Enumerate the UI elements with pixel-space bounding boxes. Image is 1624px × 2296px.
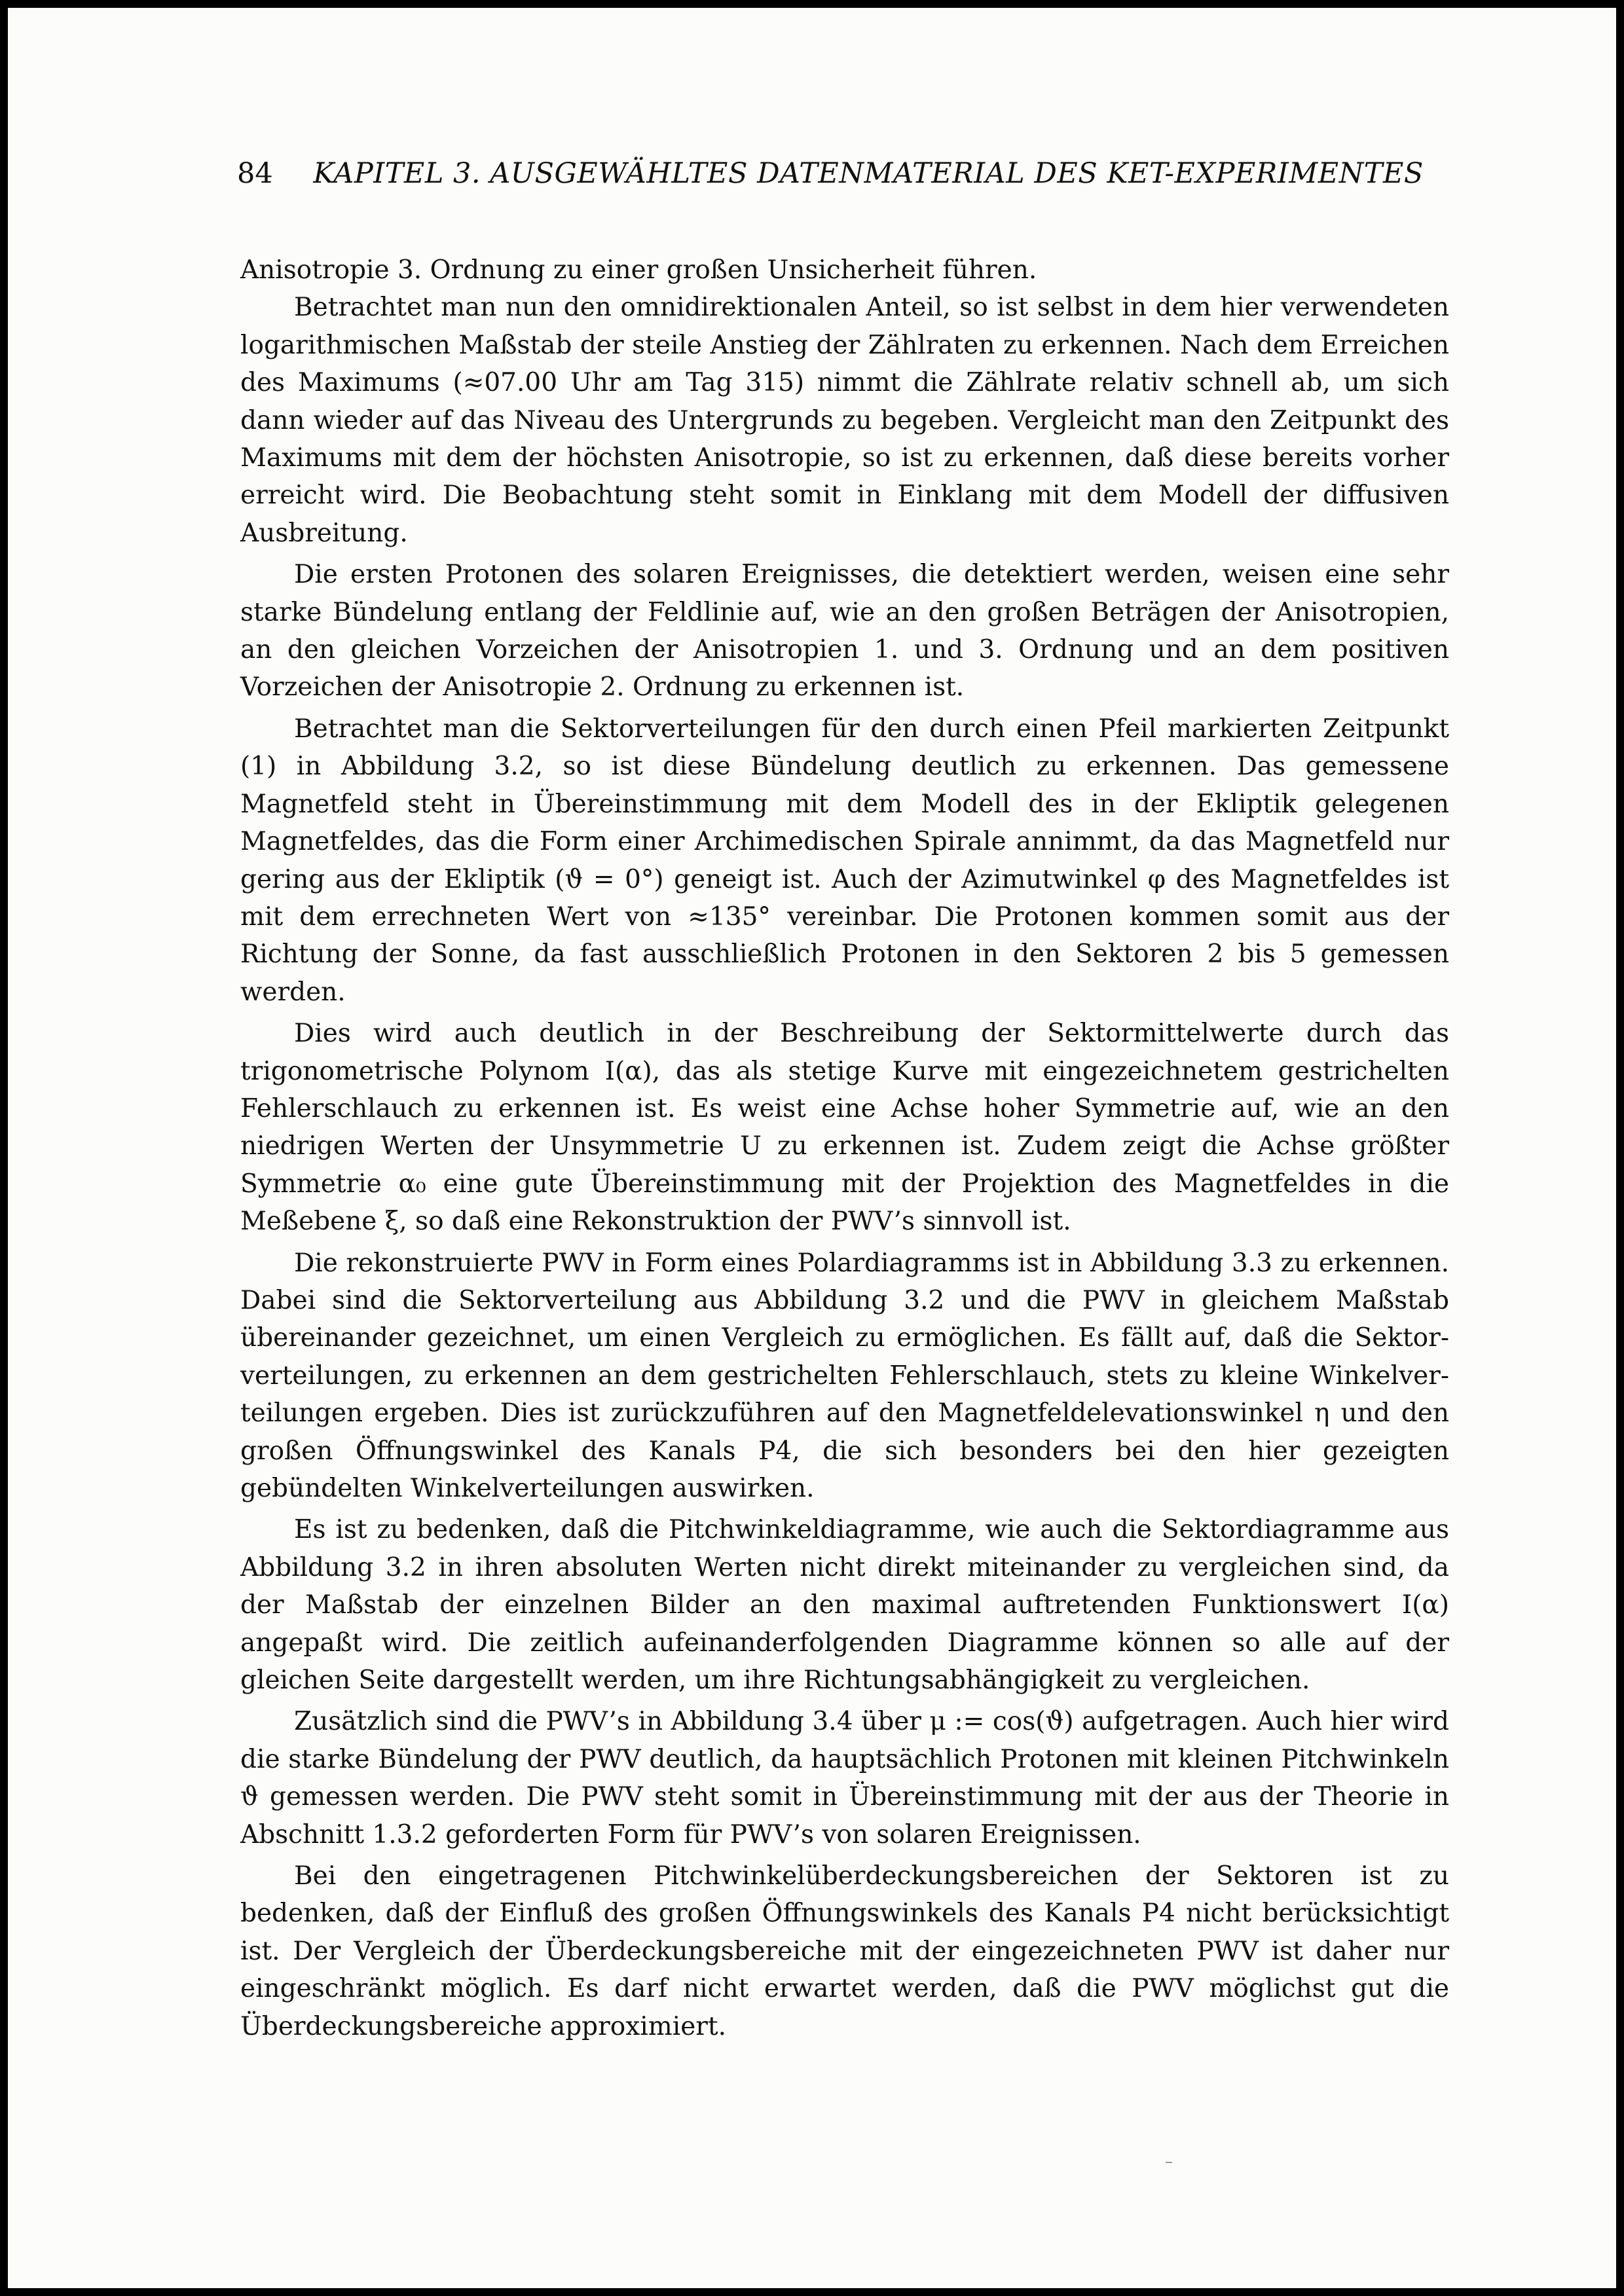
page-number: 84	[237, 157, 273, 190]
chapter-title: KAPITEL 3. AUSGEWÄHLTES DATENMATERIAL DES KET-EXPERIMENTES	[313, 157, 1424, 190]
paragraph: Dies wird auch deutlich in der Beschreibung der Sektormittelwerte durch das trigonometrische Polynom I(α), das als stetige Kurve mit eingezeichnetem gestrichelten Fehlerschlauch zu erkennen ist. Es weist eine Achse hoher Symmetrie auf, wie an den niedrigen Werten der Unsymmetrie U zu erkennen ist. Zudem zeigt die Achse größter Symmetrie α₀ eine gute Übereinstimmung mit der Projektion des Magnetfeldes in die Meßebene ξ, so daß eine Rekonstruktion der PWV’s sinnvoll ist.	[240, 1019, 1449, 1237]
body-text	[240, 251, 1449, 2045]
paragraph: Es ist zu bedenken, daß die Pitchwinkeldiagramme, wie auch die Sektordiagramme aus Abbildung 3.2 in ihren absoluten Werten nicht direkt miteinander zu vergleichen sind, da der Maßstab der einzelnen Bilder an den maximal auftretenden Funktionswert I(α) angepaßt wird. Die zeitlich aufeinanderfolgenden Diagramme können so alle auf der gleichen Seite dargestellt werden, um ihre Richtungsabhängigkeit zu vergleichen.	[240, 1515, 1449, 1696]
paragraph: Betrachtet man die Sektorverteilungen für den durch einen Pfeil markierten Zeitpunkt (1) in Abbildung 3.2, so ist diese Bündelung deutlich zu erkennen. Das gemessene Magnetfeld steht in Übereinstimmung mit dem Modell des in der Ekliptik gelegenen Magnetfeldes, das die Form einer Archimedischen Spirale annimmt, da das Magnetfeld nur gering aus der Ekliptik (ϑ = 0°) geneigt ist. Auch der Azimutwinkel φ des Magnetfeldes ist mit dem errechneten Wert von ≈135° vereinbar. Die Protonen kommen somit aus der Richtung der Sonne, da fast ausschließlich Protonen in den Sektoren 2 bis 5 gemessen werden.	[240, 714, 1449, 1007]
paragraph: Die rekonstruierte PWV in Form eines Polardiagramms ist in Abbildung 3.3 zu erkennen. Dabei sind die Sektorverteilung aus Abbildung 3.2 und die PWV in gleichem Maßstab übereinander gezeichnet, um einen Vergleich zu ermöglichen. Es fällt auf, daß die Sektorverteilungen, zu erkennen an dem gestrichelten Fehlerschlauch, stets zu kleine Winkelverteilungen ergeben. Dies ist zurückzuführen auf den Magnetfeldelevationswinkel η und den großen Öffnungswinkel des Kanals P4, die sich besonders bei den hier gezeigten gebündelten Winkelverteilungen auswirken.	[240, 1248, 1449, 1503]
paragraph: Bei den eingetragenen Pitchwinkelüberdeckungsbereichen der Sektoren ist zu bedenken, daß der Einfluß des großen Öffnungswinkels des Kanals P4 nicht berücksichtigt ist. Der Vergleich der Überdeckungsbereiche mit der eingezeichneten PWV ist daher nur eingeschränkt möglich. Es darf nicht erwartet werden, daß die PWV möglichst gut die Überdeckungsbereiche approximiert.	[240, 1861, 1449, 2041]
document-page	[8, 8, 1616, 2288]
paragraph-continuation: Anisotropie 3. Ordnung zu einer großen Unsicherheit führen.	[240, 255, 1037, 285]
paragraph: Die ersten Protonen des solaren Ereignisses, die detektiert werden, weisen eine sehr starke Bündelung entlang der Feldlinie auf, wie an den großen Beträgen der Anisotropien, an den gleichen Vorzeichen der Anisotropien 1. und 3. Ordnung und an dem positiven Vorzeichen der Anisotropie 2. Ordnung zu erkennen ist.	[240, 560, 1449, 702]
running-header	[237, 157, 1449, 190]
paragraph: Betrachtet man nun den omnidirektionalen Anteil, so ist selbst in dem hier verwendeten logarithmischen Maßstab der steile Anstieg der Zählraten zu erkennen. Nach dem Erreichen des Maximums (≈07.00 Uhr am Tag 315) nimmt die Zählrate relativ schnell ab, um sich dann wieder auf das Niveau des Untergrunds zu begeben. Vergleicht man den Zeitpunkt des Maximums mit dem der höchsten Anisotropie, so ist zu erkennen, daß diese bereits vorher erreicht wird. Die Beobachtung steht somit in Einklang mit dem Modell der diffusiven Ausbreitung.	[240, 293, 1449, 548]
scan-speck	[1166, 2162, 1172, 2163]
paragraph: Zusätzlich sind die PWV’s in Abbildung 3.4 über μ := cos(ϑ) aufgetragen. Auch hier wird die starke Bündelung der PWV deutlich, da hauptsächlich Protonen mit kleinen Pitchwinkeln ϑ gemessen werden. Die PWV steht somit in Übereinstimmung mit der aus der Theorie in Abschnitt 1.3.2 geforderten Form für PWV’s von solaren Ereignissen.	[240, 1707, 1449, 1850]
